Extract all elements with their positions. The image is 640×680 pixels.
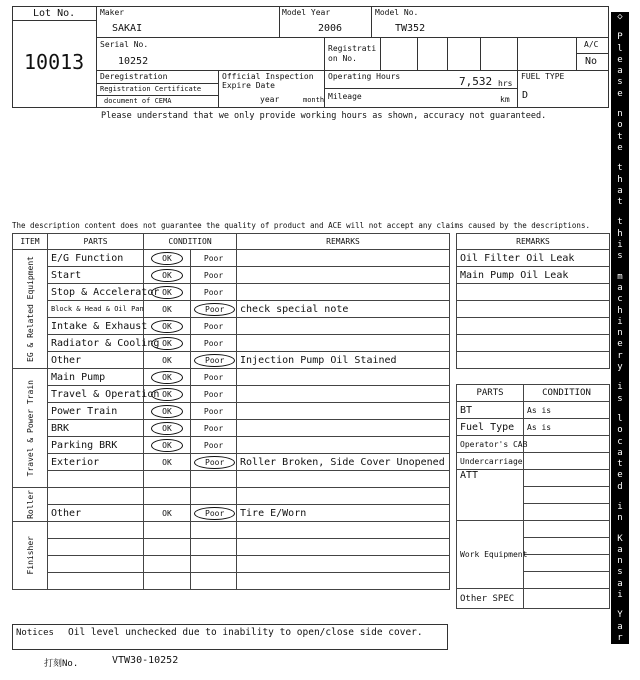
ok-label: OK <box>162 304 172 314</box>
sidebar-char: l <box>617 413 623 424</box>
right-remark-cell <box>457 284 610 301</box>
ok-circled: OK <box>151 252 183 265</box>
ok-circled: OK <box>151 439 183 452</box>
model-year-value: 2006 <box>318 23 343 34</box>
table-row <box>13 505 450 522</box>
sidebar-char <box>611 525 629 534</box>
ok-cell <box>144 420 191 437</box>
ok-label: OK <box>162 355 172 365</box>
right-part-condition <box>524 436 610 453</box>
ok-cell <box>144 318 191 335</box>
ok-circled: OK <box>151 337 183 350</box>
remark-cell: Roller Broken, Side Cover Unopened <box>237 454 450 471</box>
part-name: E/G Function <box>48 250 144 267</box>
sidebar-char: i <box>617 316 623 327</box>
registration-label: Registrati on No. <box>328 44 377 63</box>
ok-label: OK <box>162 508 172 518</box>
item-header: ITEM <box>13 234 48 250</box>
table-row <box>13 352 450 369</box>
poor-label: Poor <box>203 253 224 263</box>
poor-cell <box>191 352 237 369</box>
table-row <box>13 556 450 573</box>
table-row <box>13 318 450 335</box>
notices-text: Oil level unchecked due to inability to open/close side cover. <box>68 627 423 638</box>
table-row <box>13 386 450 403</box>
sidebar-char: Y <box>617 610 623 621</box>
part-name: BRK <box>48 420 144 437</box>
remark-cell <box>237 335 450 352</box>
poor-cell <box>191 556 237 573</box>
other-spec-label: Other SPEC <box>457 589 524 609</box>
reg-cert-label: Registration Certificate <box>100 85 202 93</box>
stamp-label: 打刻No. <box>44 659 79 669</box>
ok-cell <box>144 505 191 522</box>
remark-cell <box>237 556 450 573</box>
poor-cell <box>191 522 237 539</box>
ok-cell <box>144 522 191 539</box>
table-row <box>457 436 610 453</box>
poor-cell <box>191 386 237 403</box>
sidebar-char: K <box>617 533 623 544</box>
table-row <box>13 522 450 539</box>
sidebar-char: i <box>617 590 623 601</box>
table-row <box>457 419 610 436</box>
part-name <box>48 471 144 488</box>
sidebar-char: t <box>617 217 623 228</box>
ok-cell <box>144 284 191 301</box>
remark-cell <box>237 318 450 335</box>
poor-cell <box>191 335 237 352</box>
cema-label: document of CEMA <box>104 97 172 105</box>
poor-label: Poor <box>203 321 224 331</box>
table-row <box>457 335 610 352</box>
sidebar-char: i <box>617 501 623 512</box>
right-part-condition <box>524 555 610 572</box>
remark-cell <box>237 403 450 420</box>
ok-cell <box>144 471 191 488</box>
op-hours-label: Operating Hours <box>328 72 401 81</box>
sidebar-char <box>611 100 629 109</box>
right-part-name: Undercarriage <box>457 453 524 470</box>
sidebar-char: c <box>617 436 623 447</box>
ok-cell <box>144 335 191 352</box>
table-row <box>13 403 450 420</box>
sidebar-char: a <box>617 544 623 555</box>
ac-value: No <box>585 56 598 67</box>
sidebar-char: i <box>617 382 623 393</box>
table-row <box>457 453 610 470</box>
sidebar-char: o <box>617 120 623 131</box>
poor-cell <box>191 318 237 335</box>
maker-value: SAKAI <box>112 23 143 34</box>
ok-cell <box>144 369 191 386</box>
poor-cell <box>191 284 237 301</box>
sidebar-char: l <box>617 43 623 54</box>
poor-circled: Poor <box>194 507 235 520</box>
remark-cell <box>237 573 450 590</box>
part-name: Parking BRK <box>48 437 144 454</box>
table-row <box>13 437 450 454</box>
right-condition-header: CONDITION <box>524 385 610 402</box>
poor-cell <box>191 267 237 284</box>
fuel-type-value: D <box>522 90 529 101</box>
part-name: Other <box>48 505 144 522</box>
ok-cell <box>144 573 191 590</box>
poor-label: Poor <box>203 440 224 450</box>
sidebar-char: e <box>617 470 623 481</box>
remark-cell <box>237 539 450 556</box>
item-group-text: Travel & Power Train <box>25 379 35 477</box>
remark-cell: Injection Pump Oil Stained <box>237 352 450 369</box>
part-name <box>48 539 144 556</box>
sidebar-char: r <box>617 632 623 643</box>
lot-label: Lot No. <box>33 8 76 19</box>
parts-header: PARTS <box>48 234 144 250</box>
condition-header: CONDITION <box>144 234 237 250</box>
right-part-condition: As is <box>524 402 610 419</box>
poor-label: Poor <box>203 287 224 297</box>
right-parts-header: PARTS <box>457 385 524 402</box>
part-name: Travel & Operation <box>48 386 144 403</box>
sidebar-char: e <box>617 88 623 99</box>
table-row <box>13 420 450 437</box>
part-name <box>48 573 144 590</box>
poor-label: Poor <box>203 372 224 382</box>
ok-circled: OK <box>151 371 183 384</box>
model-no-label: Model No. <box>375 8 419 17</box>
poor-cell <box>191 573 237 590</box>
part-name: Main Pump <box>48 369 144 386</box>
sidebar-char: h <box>617 174 623 185</box>
table-row <box>13 284 450 301</box>
poor-cell <box>191 488 237 505</box>
part-name: Stop & Accelerator <box>48 284 144 301</box>
table-row <box>13 488 450 505</box>
sidebar-char: h <box>617 305 623 316</box>
right-part-condition: As is <box>524 419 610 436</box>
remark-cell <box>237 488 450 505</box>
poor-circled: Poor <box>194 354 235 367</box>
table-row <box>13 369 450 386</box>
item-group-label <box>13 522 48 590</box>
sidebar-char: s <box>617 393 623 404</box>
table-row <box>13 539 450 556</box>
sidebar-char: a <box>617 185 623 196</box>
sidebar-char: t <box>617 459 623 470</box>
table-row <box>457 352 610 369</box>
sidebar-char: h <box>617 228 623 239</box>
sidebar-char <box>611 601 629 610</box>
part-name: Exterior <box>48 454 144 471</box>
sidebar-char: n <box>617 556 623 567</box>
item-group-label <box>13 488 48 522</box>
remark-cell <box>237 250 450 267</box>
sidebar-char: ◇ <box>617 664 623 675</box>
poor-label: Poor <box>203 270 224 280</box>
part-name: Block & Head & Oil Pan <box>48 301 144 318</box>
sidebar-char: t <box>617 197 623 208</box>
item-group-label <box>13 369 48 488</box>
sidebar-char <box>611 493 629 502</box>
part-name: Other <box>48 352 144 369</box>
poor-cell <box>191 505 237 522</box>
sidebar-char: a <box>617 578 623 589</box>
right-part-condition <box>524 572 610 589</box>
part-name: Intake & Exhaust <box>48 318 144 335</box>
right-remark-cell: Main Pump Oil Leak <box>457 267 610 284</box>
table-row <box>13 471 450 488</box>
inspection-label: Official Inspection Expire Date <box>222 72 314 90</box>
lot-value: 10013 <box>24 50 85 74</box>
sidebar-char: d <box>617 644 623 655</box>
sidebar-char: d <box>617 481 623 492</box>
right-parts-table <box>456 384 610 609</box>
remark-cell <box>237 267 450 284</box>
sidebar-char: n <box>617 109 623 120</box>
sidebar-char: r <box>617 350 623 361</box>
sidebar-char: t <box>617 131 623 142</box>
ok-circled: OK <box>151 405 183 418</box>
poor-label: Poor <box>203 406 224 416</box>
ok-cell <box>144 488 191 505</box>
right-part-condition <box>524 538 610 555</box>
remark-cell: Tire E/Worn <box>237 505 450 522</box>
right-part-condition <box>524 589 610 609</box>
mileage-label: Mileage <box>328 92 362 101</box>
right-remark-cell: Oil Filter Oil Leak <box>457 250 610 267</box>
table-row <box>13 454 450 471</box>
sidebar-char: a <box>617 66 623 77</box>
sidebar-char: s <box>617 251 623 262</box>
poor-label: Poor <box>203 423 224 433</box>
table-row <box>457 470 610 487</box>
op-hours-value: 7,532 <box>459 75 493 88</box>
table-row <box>457 301 610 318</box>
table-row <box>13 267 450 284</box>
poor-circled: Poor <box>194 303 235 316</box>
item-group-text: Roller <box>25 490 35 519</box>
sidebar-char: a <box>617 282 623 293</box>
notice-top: Please understand that we only provide working hours as shown, accuracy not guaranteed. <box>101 111 547 121</box>
poor-cell <box>191 403 237 420</box>
table-row <box>457 318 610 335</box>
ok-cell <box>144 352 191 369</box>
right-remark-cell <box>457 318 610 335</box>
remark-cell: check special note <box>237 301 450 318</box>
table-row <box>457 250 610 267</box>
sidebar-char: a <box>617 621 623 632</box>
ac-label: A/C <box>584 40 599 49</box>
right-part-name: BT <box>457 402 524 419</box>
part-name <box>48 522 144 539</box>
ok-circled: OK <box>151 388 183 401</box>
ok-circled: OK <box>151 286 183 299</box>
poor-cell <box>191 539 237 556</box>
item-group-label <box>13 250 48 369</box>
ok-cell <box>144 556 191 573</box>
table-row <box>13 250 450 267</box>
right-remarks-table <box>456 233 610 369</box>
remark-cell <box>237 522 450 539</box>
poor-cell <box>191 471 237 488</box>
sidebar-char: c <box>617 294 623 305</box>
sidebar-char: e <box>617 339 623 350</box>
sidebar-char: s <box>617 77 623 88</box>
sidebar-char: m <box>617 271 623 282</box>
poor-cell <box>191 420 237 437</box>
right-part-condition <box>524 521 610 538</box>
model-no-value: TW352 <box>395 23 426 34</box>
table-row <box>13 573 450 590</box>
maker-label: Maker <box>100 8 125 17</box>
part-name <box>48 488 144 505</box>
remark-cell <box>237 471 450 488</box>
sidebar-char: y <box>617 362 623 373</box>
right-part-condition <box>524 453 610 470</box>
serial-value: 10252 <box>118 56 149 67</box>
remark-cell <box>237 369 450 386</box>
work-equipment-label: Work Equipment <box>457 521 524 589</box>
sidebar-char: e <box>617 142 623 153</box>
part-name: Start <box>48 267 144 284</box>
remarks-header: REMARKS <box>237 234 450 250</box>
table-row <box>457 402 610 419</box>
disclaimer: The description content does not guarantee the quality of product and ACE will not accept any claims caused by the descriptions. <box>12 221 590 230</box>
serial-label: Serial No. <box>100 40 149 49</box>
table-row <box>457 267 610 284</box>
sidebar-char <box>611 373 629 382</box>
year-label: year <box>260 95 280 104</box>
remark-cell <box>237 420 450 437</box>
table-row <box>13 301 450 318</box>
ok-circled: OK <box>151 422 183 435</box>
poor-cell <box>191 369 237 386</box>
poor-label: Poor <box>203 338 224 348</box>
sidebar-char: e <box>617 54 623 65</box>
right-part-condition <box>524 470 610 487</box>
sidebar-char: a <box>617 447 623 458</box>
table-row <box>13 335 450 352</box>
hrs-unit: hrs <box>498 79 513 88</box>
ok-cell <box>144 539 191 556</box>
ok-cell <box>144 386 191 403</box>
sidebar-char: s <box>617 567 623 578</box>
right-remarks-header: REMARKS <box>457 234 610 250</box>
sidebar-char: P <box>617 32 623 43</box>
sidebar-char <box>611 405 629 414</box>
month-label: month <box>303 96 325 104</box>
condition-table <box>12 233 450 590</box>
item-group-text: Finisher <box>25 536 35 575</box>
ok-cell <box>144 267 191 284</box>
sidebar-char: i <box>617 240 623 251</box>
remark-cell <box>237 437 450 454</box>
right-remark-cell <box>457 352 610 369</box>
sidebar-char <box>611 656 629 665</box>
right-part-name: Operator's CAB <box>457 436 524 453</box>
stamp-value: VTW30-10252 <box>112 655 179 666</box>
sidebar-char <box>611 208 629 217</box>
right-part-condition <box>524 504 610 521</box>
kansai-yard-sidebar <box>611 12 629 675</box>
part-name: Radiator & Cooling <box>48 335 144 352</box>
table-row <box>457 521 610 538</box>
remark-cell <box>237 284 450 301</box>
right-remark-cell <box>457 301 610 318</box>
poor-cell <box>191 301 237 318</box>
table-row <box>457 284 610 301</box>
poor-label: Poor <box>203 389 224 399</box>
att-label: ATT <box>457 470 524 521</box>
poor-cell <box>191 250 237 267</box>
sidebar-char <box>611 263 629 272</box>
poor-cell <box>191 437 237 454</box>
sidebar-char: n <box>617 328 623 339</box>
fuel-type-label: FUEL TYPE <box>521 72 565 81</box>
sidebar-char: o <box>617 425 623 436</box>
dereg-label: Deregistration <box>100 72 168 81</box>
sidebar-char <box>611 23 629 32</box>
part-name: Power Train <box>48 403 144 420</box>
ok-label: OK <box>162 457 172 467</box>
ok-cell <box>144 454 191 471</box>
ok-cell <box>144 250 191 267</box>
right-part-condition <box>524 487 610 504</box>
ok-cell <box>144 301 191 318</box>
ok-cell <box>144 437 191 454</box>
poor-circled: Poor <box>194 456 235 469</box>
sidebar-char: n <box>617 513 623 524</box>
sidebar-char: ◇ <box>617 12 623 22</box>
right-part-name: Fuel Type <box>457 419 524 436</box>
ok-cell <box>144 403 191 420</box>
km-unit: km <box>500 95 510 104</box>
table-row <box>457 589 610 609</box>
notices-label: Notices <box>16 628 54 638</box>
ok-circled: OK <box>151 269 183 282</box>
right-remark-cell <box>457 335 610 352</box>
remark-cell <box>237 386 450 403</box>
model-year-label: Model Year <box>282 8 331 17</box>
sidebar-char: t <box>617 163 623 174</box>
ok-circled: OK <box>151 320 183 333</box>
poor-cell <box>191 454 237 471</box>
part-name <box>48 556 144 573</box>
item-group-text: EG & Related Equipment <box>25 256 35 362</box>
sidebar-char <box>611 154 629 163</box>
